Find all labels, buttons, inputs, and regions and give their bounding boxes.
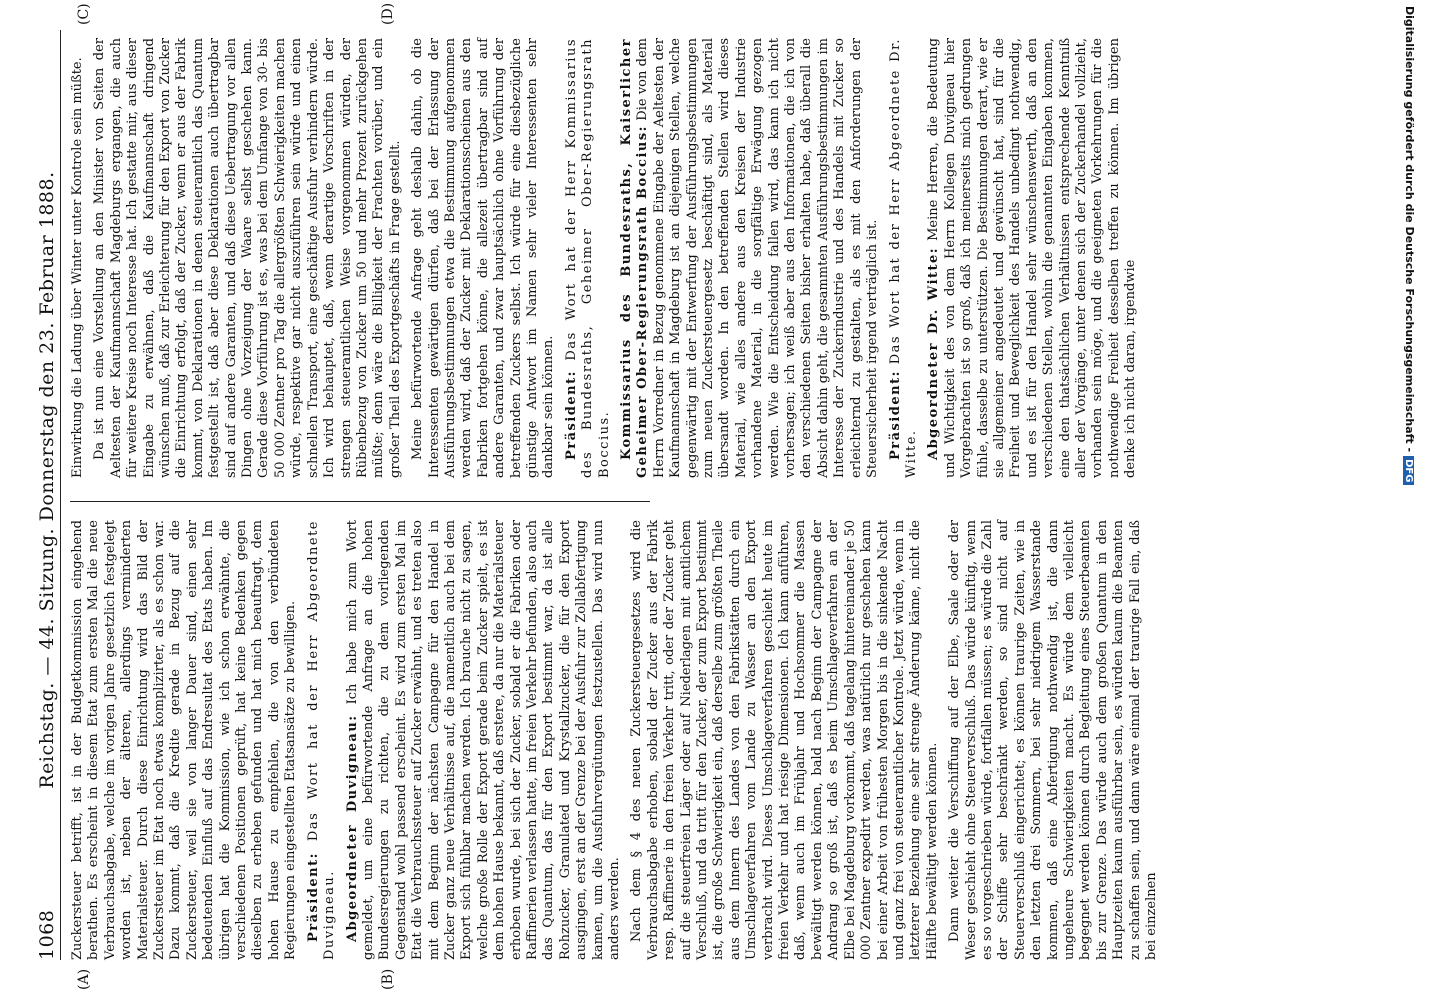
paragraph [345, 520, 624, 960]
column-rule [70, 501, 650, 502]
paragraph: Nach dem § 4 des neuen Zuckersteuergesetzes wird die Verbrauchsabgabe erhoben, sobald der Zucker aus der Fabrik resp. Raffinerie in den freien Verkehr tritt, oder der Zucker geht auf die steuerfreien Läger oder auf Niederlagen mit amtlichem Verschluß, und da tritt für den Zucker, der zum Export bestimmt ist, die große Schwierigkeit ein, daß derselbe zum größten Theile aus dem Innern des Landes von den Fabrikstätten durch ein Umschlageverfahren vom Lande zu Wasser an den Export verbracht wird. Dieses Umschlageverfahren geschieht heute im freien Verkehr und hat riesige Dimensionen. Ich kann anführen, daß, wenn auch im Frühjahr und Hochsommer die Massen bewältigt werden können, bald nach Beginn der Campagne der Andrang so groß ist, daß es beim Umschlageverfahren an der Elbe bei Magdeburg vorkommt, daß tagelang hintereinander je 50 000 Zentner expedirt werden, was natürlich nur geschehen kann bei einer Arbeit von frühesten Morgen bis in die sinkende Nacht und ganz frei von steueramtlicher Kontrole. Jetzt würde, wenn in letzterer Beziehung eine sehr strenge Änderung käme, nicht die Hälfte bewältigt werden können. [629, 520, 940, 960]
right-column [70, 38, 1139, 478]
speaker-label: Abgeordneter Dr. Witte: [926, 246, 942, 460]
paragraph [619, 38, 882, 478]
dfg-logo: DFG [1403, 456, 1414, 485]
paragraph: Dann weiter die Verschiffung auf der Elbe, Saale oder der Weser geschieht ohne Steuerverschluß. Das würde künftig, wenn es so vorgeschrieben würde, fortfallen müssen; es würde die Zahl der Schiffe sehr beschränkt werden, so sind nicht auf Steuerverschluß eingerichtet; es können traurige Zeiten, wie in den letzten drei Sommern, bei sehr niedrigem Wasserstande kommen, daß eine Abfertigung nothwendig ist, die dann ungeheure Schwierigkeiten macht. Es würde dem vielleicht begegnet werden können durch Begleitung eines Steuerbeamten bis zur Grenze. Das würde auch dem großen Quantum in den Hauptzeiten kaum ausführbar sein, es würden kaum die Beamten zu schaffen sein, und dann wäre einmal der traurige Fall ein, daß bei einzelnen [947, 520, 1159, 960]
paragraph-text: Das Wort hat der Herr Kommissarius des Bundesraths, Geheimer Ober-Regierungsrath Boccius. [563, 38, 612, 478]
paragraph [888, 38, 921, 478]
dfg-side-banner [1403, 0, 1432, 1000]
paragraph [926, 38, 1139, 478]
page-header [30, 30, 64, 960]
paragraph: Einwirkung die Ladung über Winter unter Kontrole sein müßte. [70, 57, 85, 478]
paragraph-text: Das Wort hat der Herr Abgeordnete Dr. Witte. [887, 38, 919, 478]
paragraph-text: Das Wort hat der Herr Abgeordnete Duvigneau. [305, 520, 338, 960]
paragraph: Meine befürwortende Anfrage geht deshalb dahin, ob die Interessenten gewärtigen dürfen, daß bei der Erlassung der Ausführungsbestimmungen etwa die Bestimmung aufgenommen werden wird, daß der Zucker mit Deklarationsscheinen aus den Fabriken fortgehen könne, die allezeit übertragbar sind auf andere Garanten, und zwar hauptsächlich ohne Vorführung der betreffenden Zuckers selbst. Ich würde für eine diesbezügliche günstige Antwort im Namen sehr vieler Interessenten sehr dankbar sein können. [410, 38, 557, 478]
paragraph-text: Meine Herren, die Bedeutung und Wichtigkeit des von dem Herrn Kollegen Duvigneau hier Vorgebrachten ist so groß, daß ich meinerseits mich gedrungen fühle, dasselbe zu unterstützen. Die Bestimmungen derart, wie er sie allgemeiner angedeutet und gewünscht hat, sind für die Freiheit und Beweglichkeit des Handels unbedingt nothwendig, und es ist für den Handel sehr wünschenswerth, daß an den verschiedenen Stellen, wohin die genannten Eingaben kommen, eine den thatsächlichen Verhältnissen entsprechende Kenntniß aller der Vorgänge, unter denen sich der Zuckerhandel vollzieht, vorhanden sein möge, und die geeigneten Vorkehrungen für die nothwendige Freiheit desselben treffen zu können. Im übrigen denke ich nicht daran, irgendwie [926, 38, 1139, 478]
paragraph-text: Ich habe mich zum Wort gemeldet, um eine befürwortende Anfrage an die hohen Bundesregierungen zu richten, die zu dem vorliegenden Gegenstand wohl passend erscheint. Es wird zum ersten Mal im Etat die Verbrauchssteuer auf Zucker erwähnt, und es treten also mit dem Beginn der nächsten Campagne für den Handel in Zucker ganz neue Verhältnisse auf, die namentlich auch bei dem Export sich fühlbar machen werden. Ich brauche nicht zu sagen, welche große Rolle der Export gerade beim Zucker spielt, es ist dem hohen Hause bekannt, daß erstere, da nur die Materialsteuer erhoben wurde, bei sich der Zucker, sobald er die Fabriken oder Raffinerien verlassen hatte, im freien Verkehr befunden, also auch das Quantum, das für den Export bestimmt war, da ist alle Rohzucker, Granulated und Krystallzucker, die für den Export ausgingen, erst an der Grenze bei der Ausfuhr zur Zollabfertigung kamen, um die Ausfuhrvergütungen festzustellen. Das wird nun anders werden. [344, 519, 622, 960]
margin-mark-d: (D) [380, 2, 396, 25]
paragraph [564, 38, 613, 478]
speaker-label: Abgeordneter Duvigneau: [344, 714, 360, 942]
speaker-label: Kommissarius des Bundesraths, Kaiserlicher Geheimer Ober-Regierungsrath Boccius: [619, 38, 651, 478]
margin-mark-c: (C) [76, 3, 92, 25]
paragraph: Da ist nun eine Vorstellung an den Minister von Seiten der Aeltesten der Kaufmannschaft Magdeburgs ergangen, die auch für weitere Kreise noch Interesse hat. Ich gestatte mir, aus dieser Eingabe zu erwähnen, daß die Kaufmannschaft dringend wünschen muß, daß zur Erleichterung für den Export von Zucker die Einrichtung erfolgt, daß der Zucker, wenn er aus der Fabrik kommt, von Deklarationen in denen steueramtlich das Quantum festgestellt ist, daß aber diese Deklarationen auch übertragbar sind auf andere Garanten, und daß diese Uebertragung vor allen Dingen ohne Vorzeigung der Waare selbst geschehen kann. Gerade diese Vorführung ist es, was bei dem Umfange von 30- bis 50 000 Zentner pro Tag die allergrößten Schwierigkeiten machen würde, respektive gar nicht auszuführen sein würde und einen schnellen Transport, eine geschäftige Ausfuhr verhindern würde. Ich wird behauptet, daß, wenn derartige Vorschriften in der strengen steueramtlichen Weise vorgenommen würden, der Rübenbezug von Zucker um 50 und mehr Prozent zurückgehen müßte; denn wäre die Billigkeit der Frachten vorüber, und ein großer Theil des Exportgeschäfts in Frage gestellt. [92, 38, 403, 478]
paragraph-text: Die von dem Herrn Vorredner in Bezug genommene Eingabe der Aeltesten der Kaufmannschaft in Magdeburg ist an diejenigen Stellen, welche gegenwärtig mit der Entwerfung der Ausführungsbestimmungen zum neuen Zuckersteuergesetz beschäftigt sind, als Material übersandt worden. In den betreffenden Stellen wird dieses Material, wie alles andere aus den Kreisen der Industrie vorhandene Material, in die sorgfältige Erwägung gezogen werden. Wie die Entscheidung fallen wird, das kann ich nicht vorhersagen; ich weiß aber aus den Informationen, die ich von den verschiedenen Seiten bisher erhalten habe, daß überall die Absicht dahin geht, die gesammten Ausführungsbestimmungen im Interesse der Zuckerindustrie und des Handels mit Zucker so erleichternd zu gestalten, als es mit den Anforderungen der Steuersicherheit irgend verträglich ist. [635, 38, 881, 478]
margin-mark-a: (A) [76, 968, 92, 990]
page-title: Reichstag. — 44. Sitzung. Donnerstag den 23. Februar 1888. [36, 171, 58, 789]
header-rule [60, 30, 61, 960]
paragraph [306, 520, 339, 960]
speaker-label: Präsident: [305, 852, 321, 942]
speaker-label: Präsident: [887, 370, 903, 460]
speaker-label: Präsident: [563, 370, 579, 460]
left-column [70, 519, 1159, 960]
margin-mark-b: (B) [380, 968, 396, 990]
paragraph: Zuckersteuer betrifft, ist in der Budgetkommission eingehend berathen. Es erscheint in diesem Etat zum ersten Mal die neue Verbrauchsabgabe, welche im vorigen Jahre gesetzlich festgelegt worden ist, neben der älteren, allerdings verminderten Materialsteuer. Durch diese Einrichtung wird das Bild der Zuckersteuer im Etat noch etwas komplizirter, als es schon war. Dazu kommt, daß die Kredite gerade in Bezug auf die Zuckersteuer, weil sie von langer Dauer sind, einen sehr bedeutenden Einfluß auf das Endresultat des Etats haben. Im übrigen hat die Kommission, wie ich schon erwähnte, die verschiedenen Positionen geprüft, hat keine Bedenken gegen dieselben zu erheben gefunden und hat mich beauftragt, dem hohen Hause zu empfehlen, die von den verbündeten Regierungen eingestellten Etatsansätze zu bewilligen. [70, 520, 299, 960]
dfg-banner-text: Digitalisierung gefördert durch die Deutsche Forschungsgemeinschaft - [1403, 6, 1416, 453]
page-number: 1068 [36, 909, 58, 960]
